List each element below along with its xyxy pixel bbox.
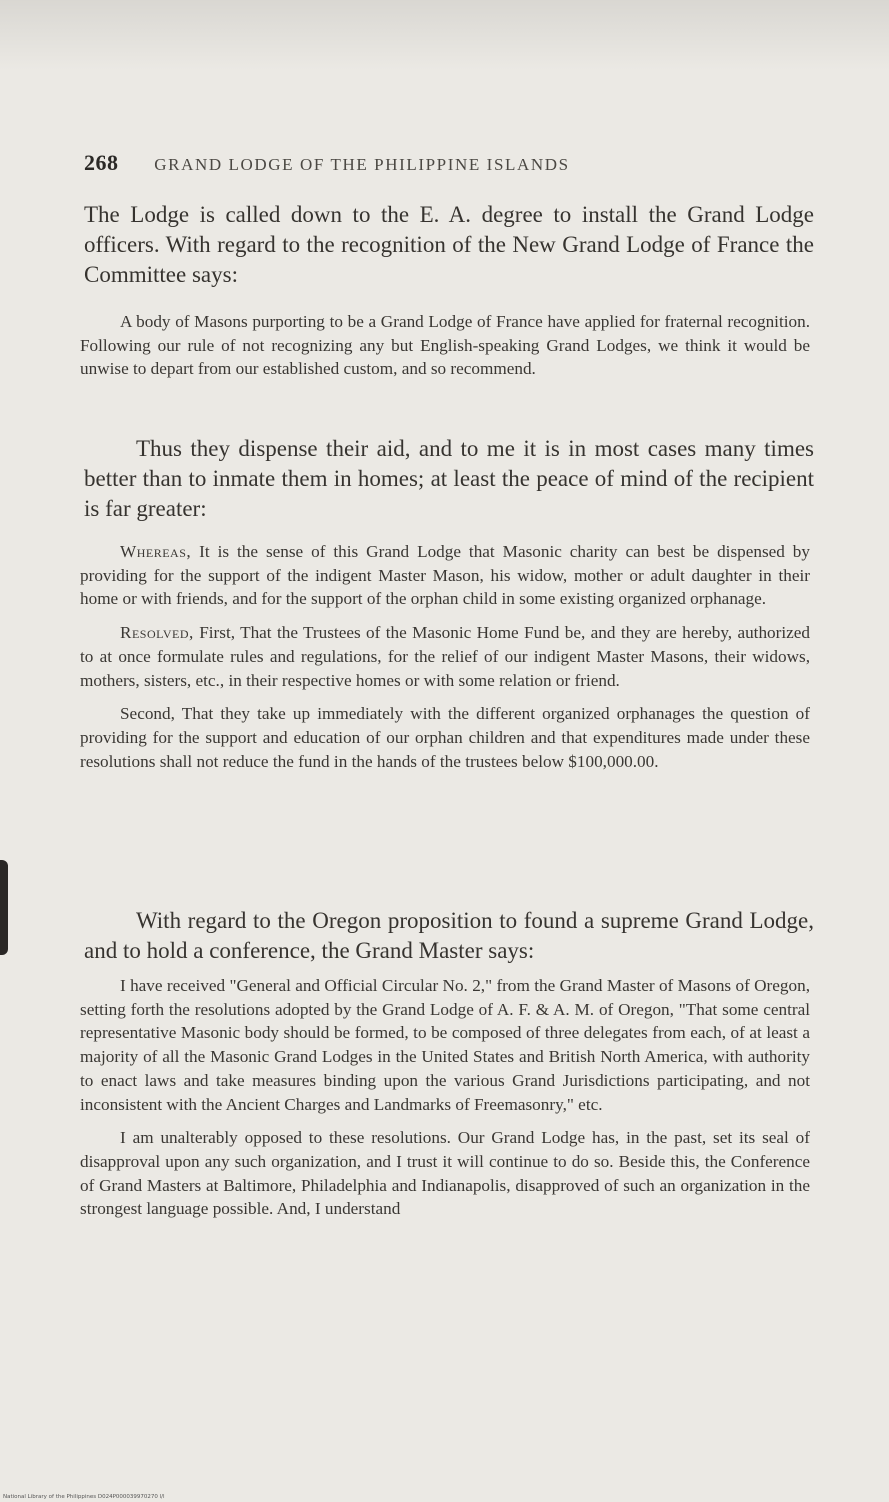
page-number: 268 (84, 150, 119, 175)
resolved-lead: Resolved, (120, 623, 194, 643)
circular-paragraph: I have received "General and Official Circular No. 2," from the Grand Master of Masons of Oregon, setting forth the resolutions adopted by the Grand Lodge of A. F. & A. M. of Oregon, "That some central representative Masonic body should be formed, to be composed of three delegates from each, of at least a majority of all the Masonic Grand Lodges in the United States and British North America, with authority to enact laws and take measures binding upon the various Grand Jurisdictions participating, and not inconsistent with the Ancient Charges and Landmarks of Freemasonry," etc. (80, 976, 810, 1114)
second-paragraph: Second, That they take up immediately with the different organized orphanages the question of providing for the support and education of our orphan children and that expenditures made under these resolutions shall not reduce the fund in the hands of the trustees below $100,000.00. (80, 704, 810, 771)
paragraph-text: With regard to the Oregon proposition to found a supreme Grand Lodge, and to hold a conference, the Grand Master says: (84, 908, 814, 963)
quote-france-committee (80, 310, 810, 391)
quote-grand-master (80, 974, 810, 1231)
whereas-paragraph (80, 540, 810, 611)
whereas-lead: Whereas, (120, 542, 192, 561)
paragraph-dispense-aid (84, 434, 814, 524)
paragraph-text: Thus they dispense their aid, and to me it is in most cases many times better than to inmate them in homes; at least the peace of mind of the recipient is far greater: (84, 436, 814, 521)
whereas-text: It is the sense of this Grand Lodge that Masonic charity can best be dispensed by providing for the support of the indigent Master Mason, his widow, mother or adult daughter in their home or with friends, and for the support of the orphan child in some existing organized orphanage. (80, 542, 810, 609)
resolved-paragraph (80, 621, 810, 692)
scan-top-shadow (0, 0, 889, 70)
binding-edge-mark (0, 860, 8, 955)
scan-footer: National Library of the Philippines D024P000039970270 l/l (3, 1494, 165, 1500)
paragraph-text: The Lodge is called down to the E. A. degree to install the Grand Lodge officers. With regard to the recognition of the New Grand Lodge of France the Committee says: (84, 202, 814, 287)
page-header (84, 150, 804, 176)
resolved-text: First, That the Trustees of the Masonic Home Fund be, and they are hereby, authorized to at once formulate rules and regulations, for the relief of our indigent Master Masons, their widows, mothers, sisters, etc., in their respective homes or with some relation or friend. (80, 623, 810, 690)
opposition-paragraph: I am unalterably opposed to these resolutions. Our Grand Lodge has, in the past, set its seal of disapproval upon any such organization, and I trust it will continue to do so. Beside this, the Conference of Grand Masters at Baltimore, Philadelphia and Indianapolis, disapproved of such an organization in the strongest language possible. And, I understand (80, 1128, 810, 1219)
paragraph-oregon-proposition (84, 906, 814, 966)
quote-text: A body of Masons purporting to be a Grand Lodge of France have applied for fraternal recognition. Following our rule of not recognizing any but English-speaking Grand Lodges, we think it would be unwise to depart from our established custom, and so recommend. (80, 312, 810, 379)
resolutions-block (80, 540, 810, 783)
running-head: GRAND LODGE OF THE PHILIPPINE ISLANDS (154, 155, 570, 174)
paragraph-lodge-degree (84, 200, 814, 290)
